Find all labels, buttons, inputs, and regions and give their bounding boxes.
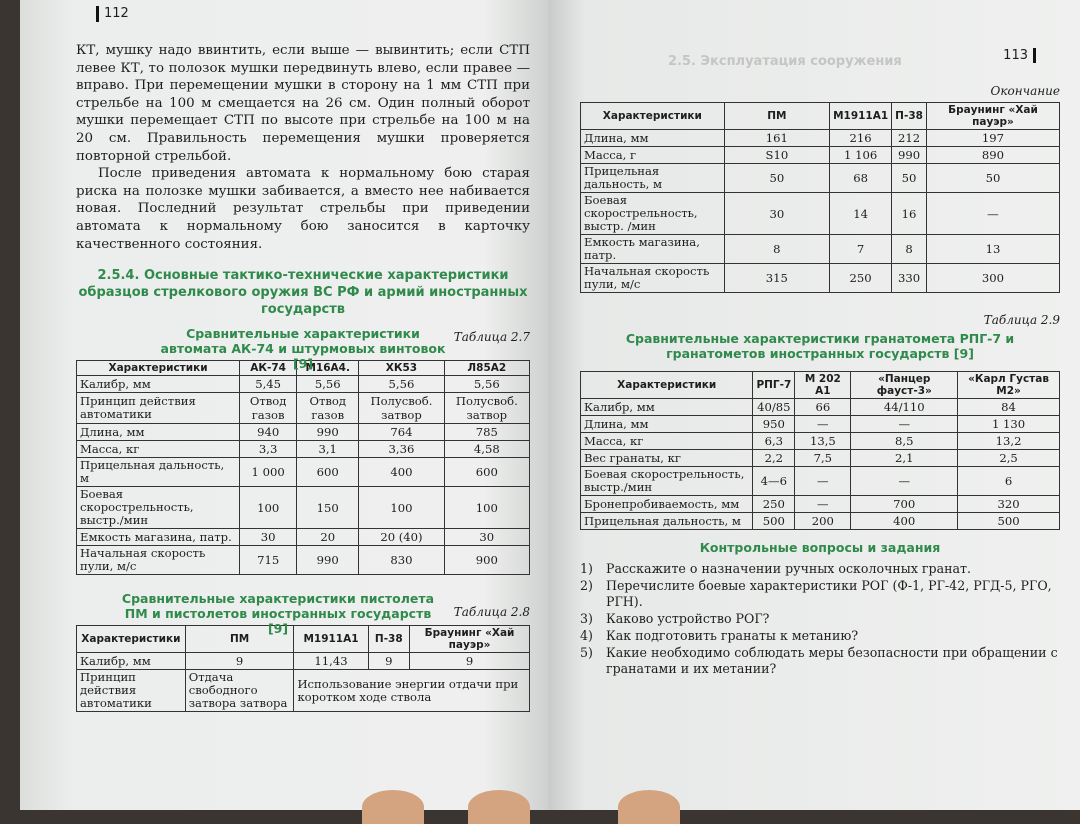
table-header-cell: Браунинг «Хай пауэр» [410, 626, 530, 653]
question-number: 5) [580, 645, 593, 660]
table-cell: 1 130 [958, 416, 1060, 433]
table-cell: 68 [830, 164, 892, 193]
table-row [581, 416, 1060, 433]
table-cell: 30 [240, 529, 297, 546]
table-cell: Калибр, мм [77, 376, 240, 393]
table-cell: Прицельная дальность, м [581, 164, 725, 193]
table-cell: 216 [830, 130, 892, 147]
table-cell: Прицельная дальность, м [581, 513, 753, 530]
table-cell: 2,2 [753, 450, 795, 467]
table-cell: 20 [297, 529, 359, 546]
table-row [581, 467, 1060, 496]
question-text: Каково устройство РОГ? [606, 611, 770, 626]
question-text: Какие необходимо соблюдать меры безопасности при обращении с гранатами и их метании? [606, 645, 1058, 676]
table-2-7-title: Сравнительные характеристики автомата АК-74 и штурмовых винтовок [9] [160, 326, 446, 372]
table-cell: 14 [830, 193, 892, 235]
question-number: 4) [580, 628, 593, 643]
table-cell: 1 000 [240, 458, 297, 487]
question-number: 3) [580, 611, 593, 626]
table-header-cell: РПГ-7 [753, 372, 795, 399]
question-text: Как подготовить гранаты к метанию? [606, 628, 859, 643]
table-cell: Вес гранаты, кг [581, 450, 753, 467]
table-cell: 9 [368, 653, 409, 670]
table-cell: 44/110 [851, 399, 958, 416]
table-cell: 500 [753, 513, 795, 530]
table-cell: 66 [795, 399, 851, 416]
table-cell: S10 [724, 147, 829, 164]
section-title: 2.5.4. Основные тактико-технические характеристики образцов стрелкового оружия ВС РФ и армий иностранных государств [78, 268, 528, 318]
table-row [77, 487, 530, 529]
table-cell: Калибр, мм [581, 399, 753, 416]
table-cell: 990 [297, 546, 359, 575]
table-header-cell: М16А4. [297, 361, 359, 376]
table-row [77, 458, 530, 487]
table-cell: Отвод газов [297, 393, 359, 424]
table-2-7-number: Таблица 2.7 [453, 330, 530, 345]
table-cell: 6 [958, 467, 1060, 496]
table-header-cell: П-38 [892, 103, 927, 130]
table-cell: 7 [830, 235, 892, 264]
table-cell: Полусвоб. затвор [359, 393, 444, 424]
left-page-number: 112 [96, 6, 530, 22]
table-cell: 700 [851, 496, 958, 513]
table-cell: 8,5 [851, 433, 958, 450]
table-row [581, 235, 1060, 264]
table-header-cell: «Карл Густав М2» [958, 372, 1060, 399]
table-row [581, 164, 1060, 193]
table-cell: Отвод газов [240, 393, 297, 424]
table-cell: 990 [297, 424, 359, 441]
table-header-cell: Браунинг «Хай пауэр» [926, 103, 1059, 130]
table-cell: 20 (40) [359, 529, 444, 546]
table-row [581, 130, 1060, 147]
table-2-8-continued [580, 102, 1060, 293]
table-cell: Прицельная дальность, м [77, 458, 240, 487]
table-header-cell: Характеристики [77, 626, 186, 653]
table-header-cell: Характеристики [77, 361, 240, 376]
table-cell: 197 [926, 130, 1059, 147]
table-cell: 8 [724, 235, 829, 264]
table-cell: 161 [724, 130, 829, 147]
table-row [581, 496, 1060, 513]
table-cell: Длина, мм [581, 130, 725, 147]
table-header-cell: ХК53 [359, 361, 444, 376]
table-row [77, 376, 530, 393]
list-item [580, 628, 1060, 644]
table-cell: Начальная скорость пули, м/с [77, 546, 240, 575]
questions-title: Контрольные вопросы и задания [699, 540, 941, 555]
table-row [77, 670, 530, 712]
table-cell: Бронепробиваемость, мм [581, 496, 753, 513]
table-2-8-caption [76, 591, 530, 637]
table-header-cell: М 202 А1 [795, 372, 851, 399]
table-cell: — [795, 467, 851, 496]
table-cell: 6,3 [753, 433, 795, 450]
table-cell: 13 [926, 235, 1059, 264]
list-item [580, 561, 1060, 577]
table-cell: Принцип действия автоматики [77, 670, 186, 712]
table-cell: 400 [851, 513, 958, 530]
table-cell: Принцип действия автоматики [77, 393, 240, 424]
table-cell: Масса, кг [581, 433, 753, 450]
table-cell: 500 [958, 513, 1060, 530]
table-cell: 9 [185, 653, 294, 670]
table-row [581, 433, 1060, 450]
table-cell: Боевая скорострельность, выстр. /мин [581, 193, 725, 235]
table-cell: 3,1 [297, 441, 359, 458]
table-cell: 4,58 [444, 441, 529, 458]
table-cell: Калибр, мм [77, 653, 186, 670]
table-cell: 50 [892, 164, 927, 193]
table-cell: 715 [240, 546, 297, 575]
table-cell: 5,56 [444, 376, 529, 393]
table-cell: Боевая скорострельность, выстр./мин [77, 487, 240, 529]
paragraph-1: КТ, мушку надо ввинтить, если выше — вывинтить; если СТП левее КТ, то полозок мушки передвинуть влево, если правее — вправо. При перемещении мушки в сторону на 1 мм СТП при стрельбе на 100 м смещается на 26 см. Один полный оборот мушки перемещает СТП по высоте при стрельбе на 100 м на 20 см. Правильность перемещения мушки проверяется повторной стрельбой. [76, 43, 530, 164]
finger-right [618, 790, 680, 824]
table-cell: — [851, 416, 958, 433]
table-cell: — [926, 193, 1059, 235]
table-cell: 5,45 [240, 376, 297, 393]
table-cell: 3,36 [359, 441, 444, 458]
table-cell: 315 [724, 264, 829, 293]
table-cell: 84 [958, 399, 1060, 416]
table-cell: 1 106 [830, 147, 892, 164]
table-row [77, 546, 530, 575]
table-cell: 764 [359, 424, 444, 441]
table-cell: 2,5 [958, 450, 1060, 467]
table-cell: 8 [892, 235, 927, 264]
continuation-label: Окончание [990, 84, 1060, 98]
list-item [580, 645, 1060, 677]
table-row [581, 513, 1060, 530]
table-cell: 600 [297, 458, 359, 487]
table-cell: 13,5 [795, 433, 851, 450]
table-cell: 100 [359, 487, 444, 529]
table-header-cell: Характеристики [581, 372, 753, 399]
table-cell: Длина, мм [77, 424, 240, 441]
table-header-cell: М1911А1 [294, 626, 368, 653]
table-cell: 30 [724, 193, 829, 235]
table-header-cell: ПМ [185, 626, 294, 653]
list-item [580, 611, 1060, 627]
table-cell: 600 [444, 458, 529, 487]
table-cell: Боевая скорострельность, выстр./мин [581, 467, 753, 496]
table-cell: 250 [753, 496, 795, 513]
table-cell: 400 [359, 458, 444, 487]
right-page-number: 113 [1003, 48, 1036, 63]
table-cell: Полусвоб. затвор [444, 393, 529, 424]
table-cell: Отдача свободного затвора затвора [185, 670, 294, 712]
finger-left [362, 790, 424, 824]
table-row [77, 393, 530, 424]
table-cell: Емкость магазина, патр. [581, 235, 725, 264]
table-2-8 [76, 625, 530, 712]
table-cell: 940 [240, 424, 297, 441]
table-cell: 830 [359, 546, 444, 575]
table-cell: 100 [444, 487, 529, 529]
table-cell: 100 [240, 487, 297, 529]
table-2-8-number: Таблица 2.8 [453, 605, 530, 620]
table-cell: 9 [410, 653, 530, 670]
table-row [581, 264, 1060, 293]
table-cell: 40/85 [753, 399, 795, 416]
question-text: Перечислите боевые характеристики РОГ (Ф-1, РГ-42, РГД-5, РГО, РГН). [606, 578, 1052, 609]
table-cell: 5,56 [359, 376, 444, 393]
table-cell: Использование энергии отдачи при коротком ходе ствола [294, 670, 530, 712]
table-row [581, 399, 1060, 416]
table-cell: 300 [926, 264, 1059, 293]
table-cell: 50 [926, 164, 1059, 193]
table-cell: 330 [892, 264, 927, 293]
table-header-cell: АК-74 [240, 361, 297, 376]
table-2-7 [76, 360, 530, 575]
question-number: 2) [580, 578, 593, 593]
table-cell: 30 [444, 529, 529, 546]
table-header-cell: Л85А2 [444, 361, 529, 376]
table-cell: Емкость магазина, патр. [77, 529, 240, 546]
finger-center [468, 790, 530, 824]
table-cell: — [795, 496, 851, 513]
table-cell: 16 [892, 193, 927, 235]
table-2-9-title: Сравнительные характеристики гранатомета РПГ-7 и гранатометов иностранных государств [9] [625, 331, 1015, 361]
table-row [581, 450, 1060, 467]
paragraph-2: После приведения автомата к нормальному бою старая риска на полозке мушки забивается, а вместо нее набивается новая. Последний результат стрельбы при приведении автомата к нормальному бою заносится в карточку качественного состояния. [76, 166, 530, 252]
table-cell: 900 [444, 546, 529, 575]
table-header-cell: Характеристики [581, 103, 725, 130]
right-page [548, 0, 1080, 810]
table-cell: 200 [795, 513, 851, 530]
table-2-9-number: Таблица 2.9 [983, 313, 1060, 327]
table-cell: 2,1 [851, 450, 958, 467]
table-cell: 212 [892, 130, 927, 147]
questions-list [580, 561, 1060, 677]
table-header-cell: М1911А1 [830, 103, 892, 130]
table-cell: 950 [753, 416, 795, 433]
table-cell: Начальная скорость пули, м/с [581, 264, 725, 293]
table-cell: — [795, 416, 851, 433]
table-header-cell: «Панцер фауст-3» [851, 372, 958, 399]
question-number: 1) [580, 561, 593, 576]
table-cell: 7,5 [795, 450, 851, 467]
table-cell: Масса, г [581, 147, 725, 164]
table-cell: 5,56 [297, 376, 359, 393]
table-header-cell: ПМ [724, 103, 829, 130]
table-cell: Длина, мм [581, 416, 753, 433]
table-cell: 11,43 [294, 653, 368, 670]
table-row [77, 424, 530, 441]
table-cell: 13,2 [958, 433, 1060, 450]
list-item [580, 578, 1060, 610]
table-header-row [581, 372, 1060, 399]
table-cell: 150 [297, 487, 359, 529]
table-cell: 890 [926, 147, 1059, 164]
table-row [581, 147, 1060, 164]
table-row [77, 653, 530, 670]
left-page [20, 0, 548, 810]
table-2-9 [580, 371, 1060, 530]
table-2-8-title: Сравнительные характеристики пистолета ПМ и пистолетов иностранных государств [9] [121, 591, 435, 637]
table-cell: 250 [830, 264, 892, 293]
table-2-7-body [77, 376, 530, 575]
question-text: Расскажите о назначении ручных осколочных гранат. [606, 561, 971, 576]
running-header-ghost: 2.5. Эксплуатация сооружения [668, 54, 902, 69]
table-row [77, 441, 530, 458]
table-cell: 990 [892, 147, 927, 164]
table-row [77, 529, 530, 546]
table-cell: 785 [444, 424, 529, 441]
table-cell: 320 [958, 496, 1060, 513]
table-cell: 4—6 [753, 467, 795, 496]
table-cell: 3,3 [240, 441, 297, 458]
table-cell: Масса, кг [77, 441, 240, 458]
table-header-row [581, 103, 1060, 130]
table-cell: — [851, 467, 958, 496]
table-header-cell: П-38 [368, 626, 409, 653]
table-cell: 50 [724, 164, 829, 193]
table-row [581, 193, 1060, 235]
